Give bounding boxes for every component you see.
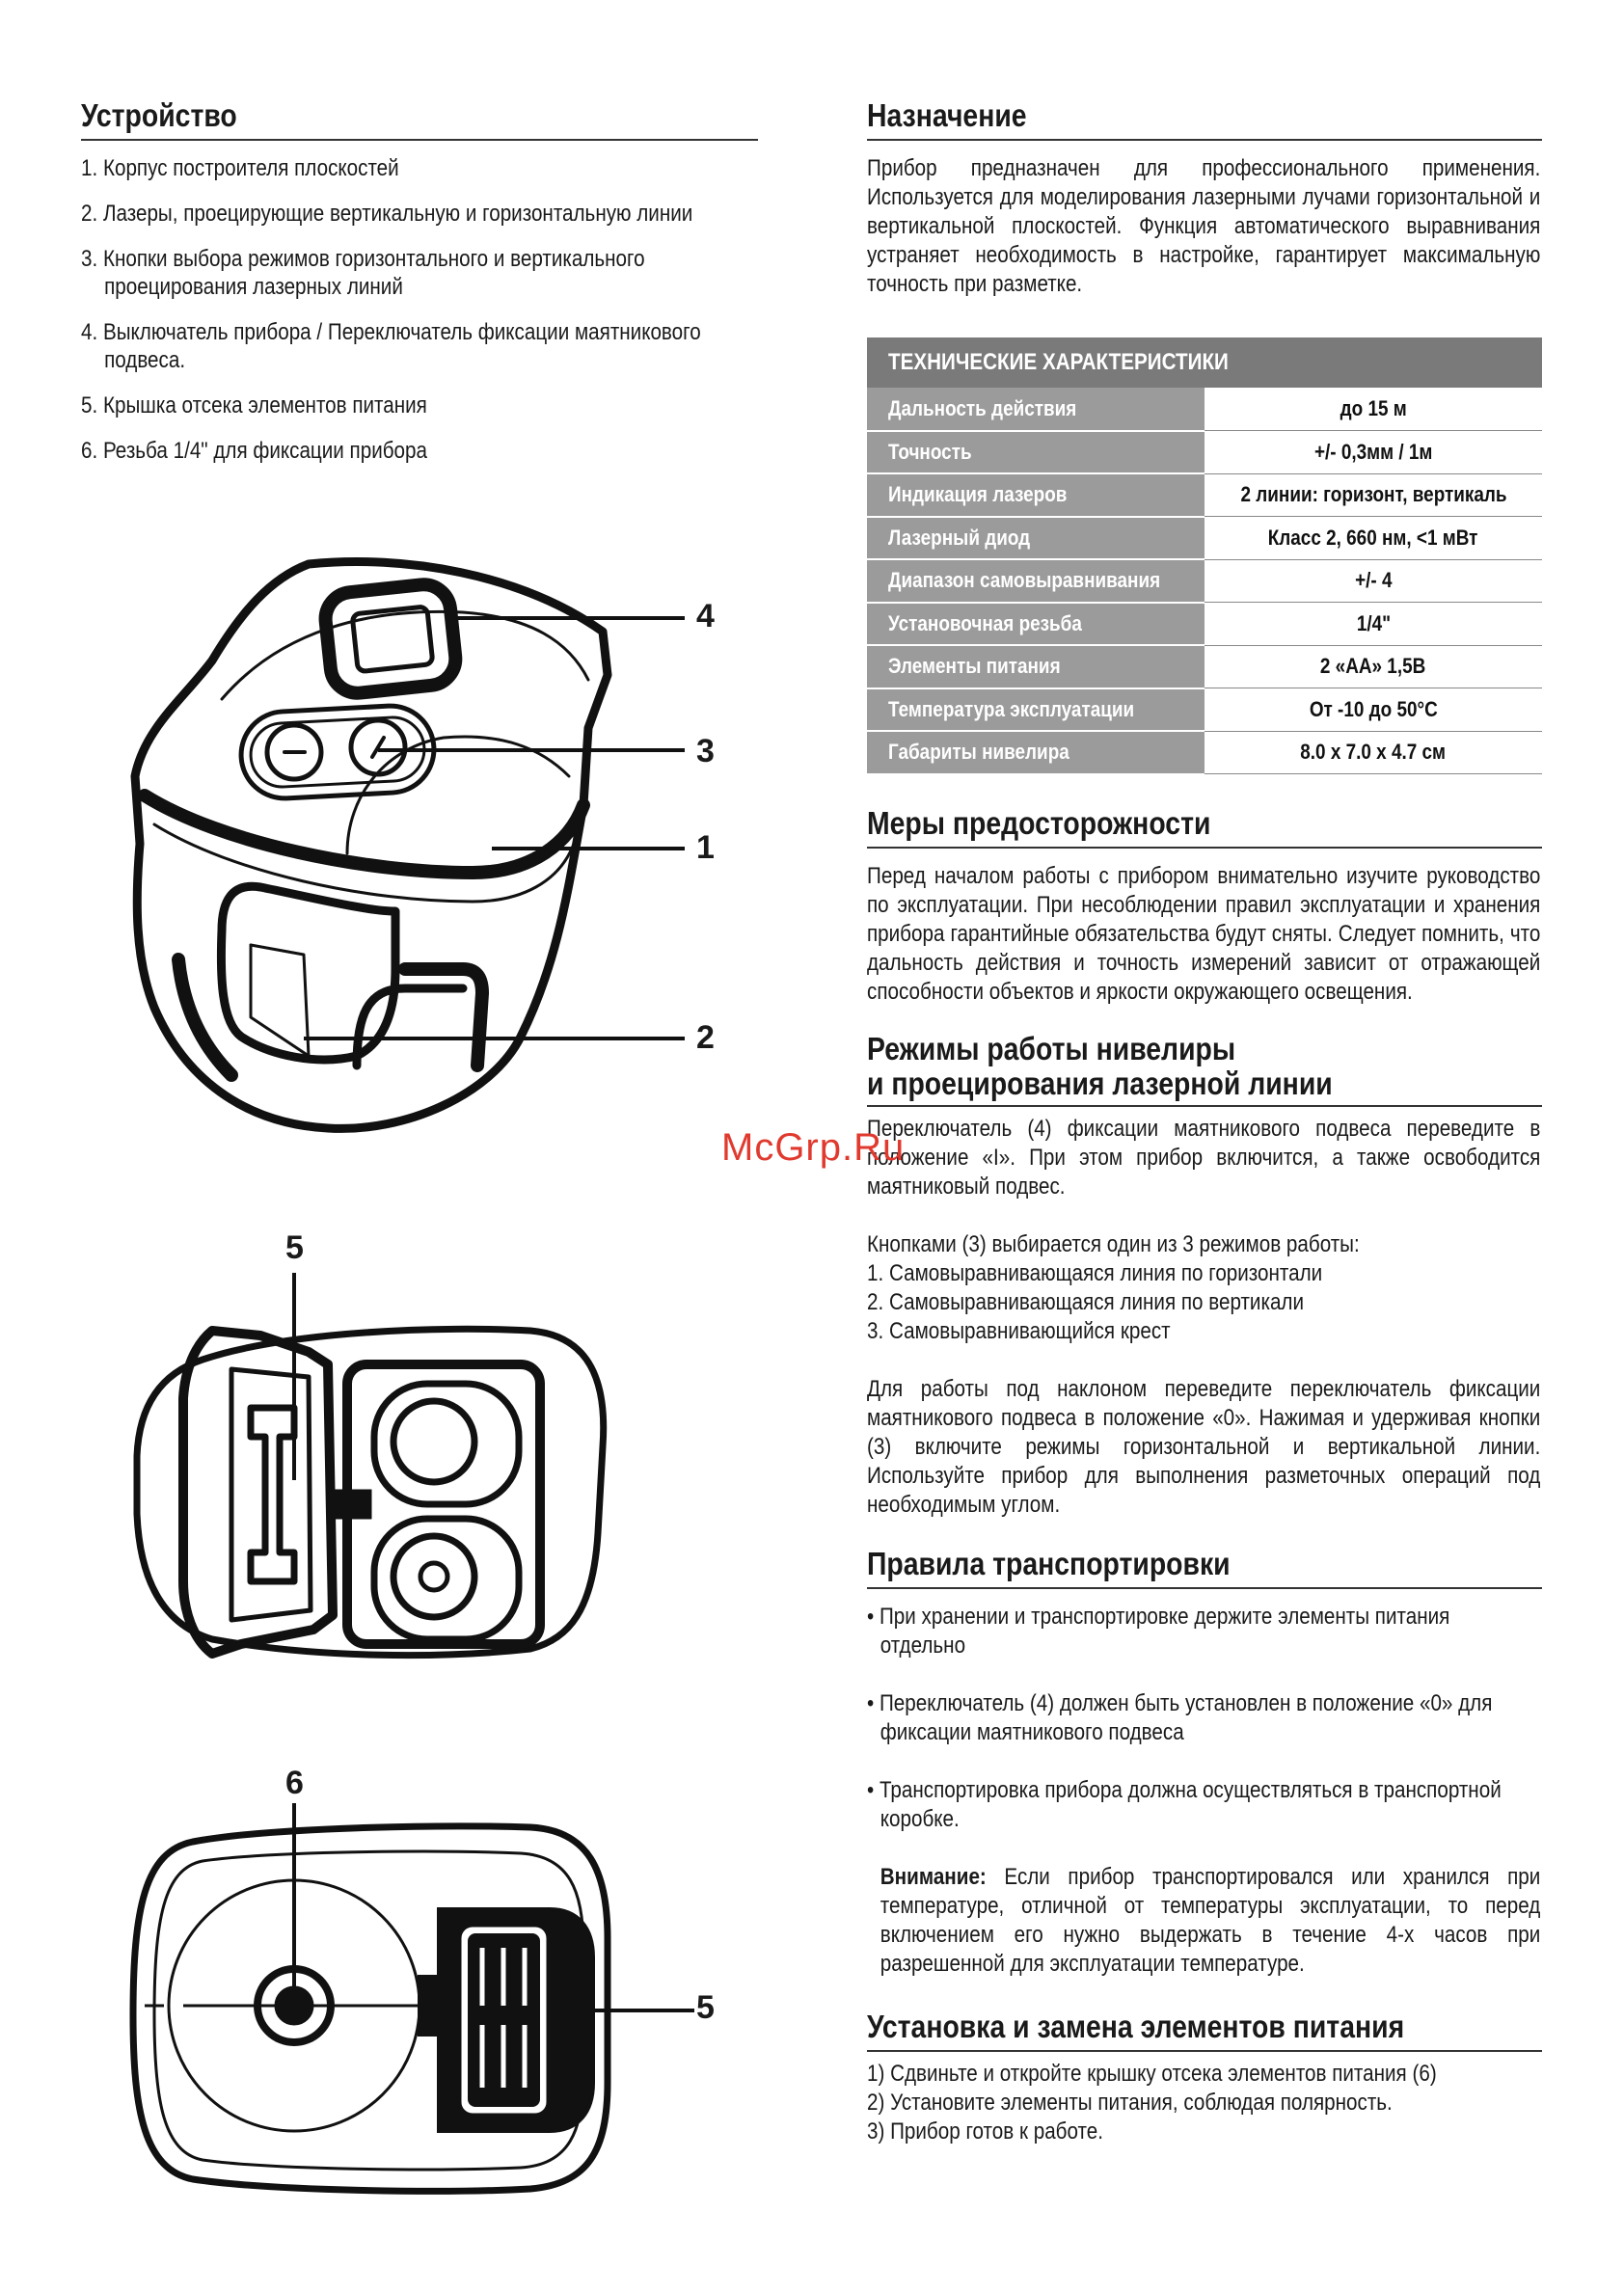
list-item: • При хранении и транспортировке держите элементы питания отдельно	[867, 1603, 1450, 1659]
bottom-view-illustration	[125, 1803, 704, 2227]
list-item: 3) Прибор готов к работе.	[867, 2118, 1103, 2145]
warning-label: Внимание:	[880, 1863, 987, 1890]
warning-note	[867, 1863, 1540, 1979]
warning-text: Если прибор транспортировался или хранился при температуре, отличной от температуры эксплуатации, то перед включением его нужно выдержать в течение 4-х часов при разрешенной для эксплуатации температуре.	[880, 1863, 1541, 1977]
device-section	[81, 96, 758, 482]
battery-title: Установка и замена элементов питания	[867, 2008, 1405, 2044]
table-row: Диапазон самовыравнивания +/- 4	[867, 559, 1542, 603]
modes-paragraph-1: Переключатель (4) фиксации маятникового подвеса переведите в положение «I». При этом прибор включится, а также освободится маятниковый подвес.	[867, 1115, 1541, 1200]
watermark: McGrp.Ru	[721, 1126, 906, 1169]
list-item: 5. Крышка отсека элементов питания	[81, 392, 427, 418]
battery-section	[867, 2008, 1542, 2146]
callout-6: 6	[285, 1765, 304, 1801]
list-item: 2. Лазеры, проецирующие вертикальную и горизонтальную линии	[81, 201, 693, 227]
callout-1: 1	[696, 829, 715, 866]
list-item: • Транспортировка прибора должна осуществляться в транспортной коробке.	[867, 1776, 1502, 1832]
list-item: 3. Самовыравнивающийся крест	[867, 1317, 1171, 1344]
precautions-section	[867, 804, 1542, 1007]
table-row: Лазерный диод Класс 2, 660 нм, <1 мВт	[867, 517, 1542, 560]
divider	[867, 1105, 1542, 1107]
divider	[867, 1587, 1542, 1589]
callout-2: 2	[696, 1019, 715, 1056]
list-item: • Переключатель (4) должен быть установлен в положение «0» для фиксации маятникового подвеса	[867, 1689, 1493, 1745]
list-item: 3. Кнопки выбора режимов горизонтального и вертикального проецирования лазерных линий	[81, 246, 645, 300]
table-row: Точность +/- 0,3мм / 1м	[867, 431, 1542, 474]
callout-5-bottom: 5	[696, 1989, 715, 2026]
callout-4: 4	[696, 598, 715, 634]
precautions-title: Меры предосторожности	[867, 804, 1211, 841]
device-illustration	[116, 554, 733, 1152]
table-row: Элементы питания 2 «АА» 1,5В	[867, 645, 1542, 688]
list-item: 2) Установите элементы питания, соблюдая полярность.	[867, 2089, 1393, 2116]
divider	[81, 139, 758, 141]
callout-5-top: 5	[285, 1229, 304, 1266]
right-column	[867, 96, 1542, 2146]
device-title: Устройство	[81, 97, 237, 133]
modes-intro: Кнопками (3) выбирается один из 3 режимов работы:	[867, 1230, 1360, 1257]
table-row: Дальность действия до 15 м	[867, 388, 1542, 431]
battery-compartment-illustration	[125, 1273, 627, 1716]
specs-table	[867, 337, 1542, 775]
list-item: 6. Резьба 1/4" для фиксации прибора	[81, 438, 427, 464]
device-parts-list	[81, 154, 758, 465]
purpose-section	[867, 96, 1542, 299]
list-item: 1. Самовыравнивающаяся линия по горизонтали	[867, 1259, 1323, 1286]
table-row: Температура эксплуатации От -10 до 50°С	[867, 688, 1542, 732]
specs-header: ТЕХНИЧЕСКИЕ ХАРАКТЕРИСТИКИ	[867, 337, 1542, 388]
modes-section	[867, 1032, 1542, 1520]
transport-section	[867, 1545, 1542, 1979]
purpose-text: Прибор предназначен для профессионального применения. Используется для моделирования лазерными лучами горизонтальной и вертикальной плоскостей. Функция автоматического выравнивания устраняет необходимость в настройке, гарантирует максимальную точность при разметке.	[867, 155, 1541, 297]
modes-title-line1: Режимы работы нивелиры	[867, 1030, 1236, 1066]
purpose-title: Назначение	[867, 97, 1027, 133]
divider	[867, 2050, 1542, 2052]
list-item: 2. Самовыравнивающаяся линия по вертикали	[867, 1288, 1305, 1315]
callout-3: 3	[696, 733, 715, 769]
divider	[867, 139, 1542, 141]
divider	[867, 847, 1542, 849]
list-item: 1) Сдвиньте и откройте крышку отсека элементов питания (6)	[867, 2060, 1437, 2087]
table-row: Габариты нивелира 8.0 х 7.0 х 4.7 см	[867, 731, 1542, 774]
list-item: 4. Выключатель прибора / Переключатель фиксации маятникового подвеса.	[81, 319, 701, 373]
modes-paragraph-3: Для работы под наклоном переведите переключатель фиксации маятникового подвеса в положение «0». Нажимая и удерживая кнопки (3) включите режимы горизонтальной и вертикальной линии. Используйте прибор для выполнения разметочных операций под необходимым углом.	[867, 1375, 1541, 1518]
table-row: Индикация лазеров 2 линии: горизонт, вертикаль	[867, 473, 1542, 517]
list-item: 1. Корпус построителя плоскостей	[81, 155, 399, 181]
table-row: Установочная резьба 1/4"	[867, 603, 1542, 646]
modes-title-line2: и проецирования лазерной линии	[867, 1065, 1333, 1101]
transport-title: Правила транспортировки	[867, 1545, 1231, 1581]
precautions-text: Перед началом работы с прибором внимательно изучите руководство по эксплуатации. При несоблюдении правил эксплуатации и хранения прибора гарантийные обязательства будут сняты. Следует помнить, что дальность действия и точность измерений зависит от отражающей способности объектов и яркости окружающего освещения.	[867, 862, 1541, 1005]
modes-list	[867, 1230, 1542, 1346]
